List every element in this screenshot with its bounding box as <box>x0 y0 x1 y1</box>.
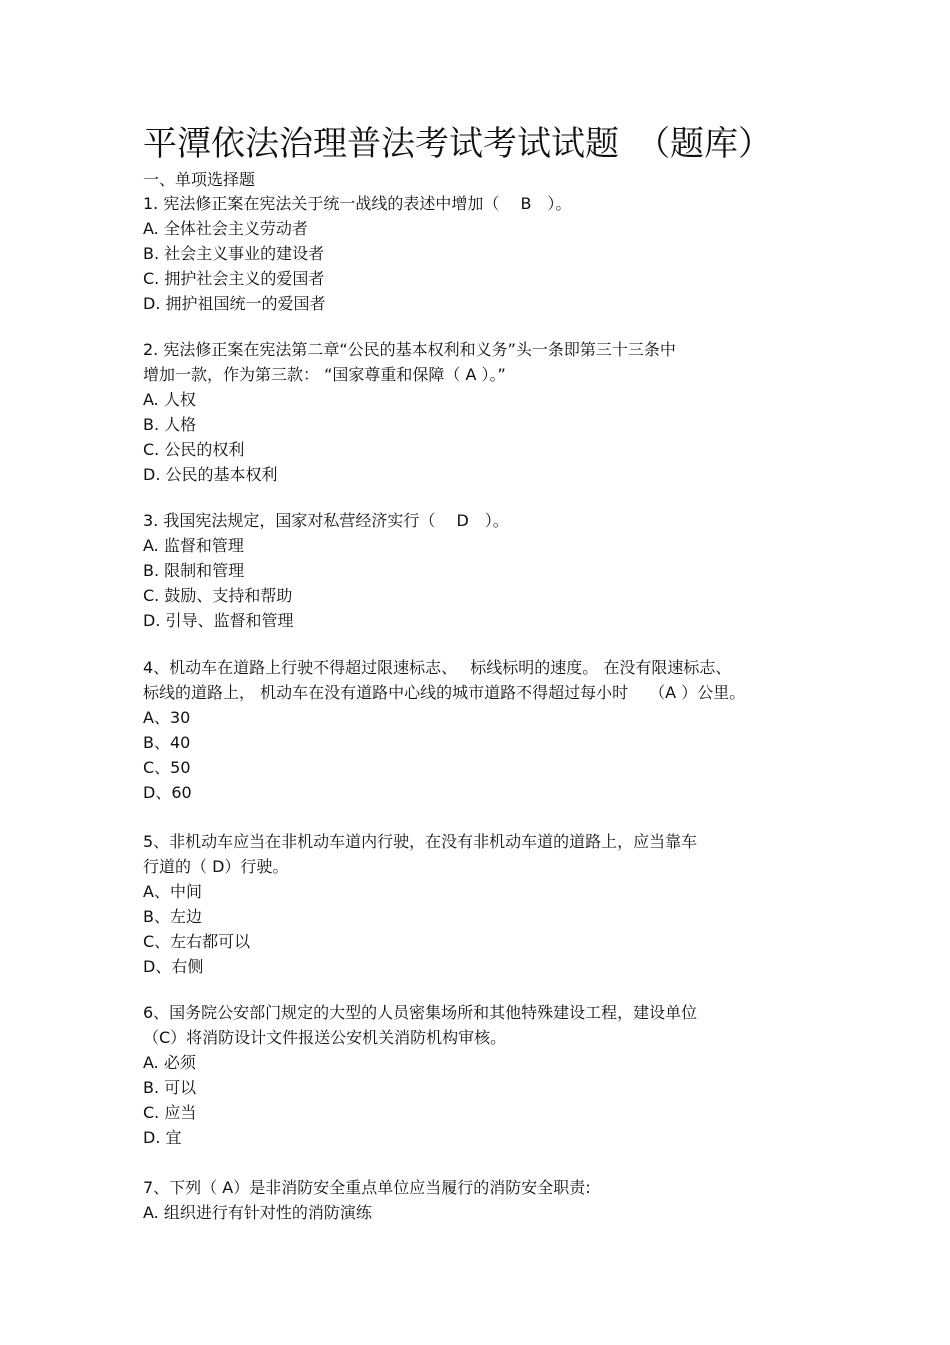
option-a: A、30 <box>143 707 191 727</box>
question-text: 4、机动车在道路上行驶不得超过限速标志、 标线标明的速度。 在没有限速标志、 <box>143 658 732 677</box>
question-text: 1. 宪法修正案在宪法关于统一战线的表述中增加（ B ）。 <box>143 194 572 213</box>
option-c: C、左右都可以 <box>143 931 251 951</box>
question-6 <box>143 1001 843 1150</box>
option-d: D. 宜 <box>143 1127 182 1147</box>
question-text: 2. 宪法修正案在宪法第二章“公民的基本权利和义务”头一条即第三十三条中 <box>143 340 676 359</box>
option-c: C. 鼓励、支持和帮助 <box>143 585 293 605</box>
question-text-cont: 标线的道路上， 机动车在没有道路中心线的城市道路不得超过每小时 （A ）公里。 <box>143 682 746 702</box>
option-a: A. 监督和管理 <box>143 535 244 555</box>
page-title: 平潭依法治理普法考试考试试题 （题库） <box>143 124 772 164</box>
question-2 <box>143 338 843 487</box>
section-heading: 一、单项选择题 <box>143 170 256 189</box>
question-text-cont: 增加一款，作为第三款： “国家尊重和保障（ A ）。” <box>143 364 506 384</box>
question-text: 3. 我国宪法规定，国家对私营经济实行（ D ）。 <box>143 511 509 530</box>
question-1 <box>143 192 843 317</box>
option-c: C、50 <box>143 757 191 777</box>
question-text-cont: （C）将消防设计文件报送公安机关消防机构审核。 <box>143 1027 507 1047</box>
question-5 <box>143 830 843 979</box>
option-a: A. 人权 <box>143 389 196 409</box>
option-a: A、中间 <box>143 881 202 901</box>
option-b: B. 人格 <box>143 414 197 434</box>
option-c: C. 公民的权利 <box>143 439 245 459</box>
option-d: D. 引导、监督和管理 <box>143 610 294 630</box>
option-d: D. 拥护祖国统一的爱国者 <box>143 293 326 313</box>
option-d: D、60 <box>143 782 192 802</box>
option-d: D. 公民的基本权利 <box>143 464 278 484</box>
question-3 <box>143 509 843 634</box>
option-a: A. 组织进行有针对性的消防演练 <box>143 1202 372 1222</box>
option-d: D、右侧 <box>143 956 204 976</box>
question-text-cont: 行道的（ D）行驶。 <box>143 856 289 876</box>
option-a: A. 必须 <box>143 1052 196 1072</box>
question-text: 5、非机动车应当在非机动车道内行驶，在没有非机动车道的道路上，应当靠车 <box>143 832 698 851</box>
question-text: 7、下列（ A）是非消防安全重点单位应当履行的消防安全职责: <box>143 1178 591 1197</box>
option-c: C. 拥护社会主义的爱国者 <box>143 268 325 288</box>
question-text: 6、国务院公安部门规定的大型的人员密集场所和其他特殊建设工程，建设单位 <box>143 1003 698 1022</box>
option-c: C. 应当 <box>143 1102 197 1122</box>
option-b: B、40 <box>143 732 191 752</box>
option-b: B. 可以 <box>143 1077 197 1097</box>
question-7 <box>143 1176 843 1226</box>
question-4 <box>143 656 843 805</box>
option-b: B. 限制和管理 <box>143 560 245 580</box>
option-a: A. 全体社会主义劳动者 <box>143 218 308 238</box>
option-b: B、左边 <box>143 906 202 926</box>
option-b: B. 社会主义事业的建设者 <box>143 243 325 263</box>
